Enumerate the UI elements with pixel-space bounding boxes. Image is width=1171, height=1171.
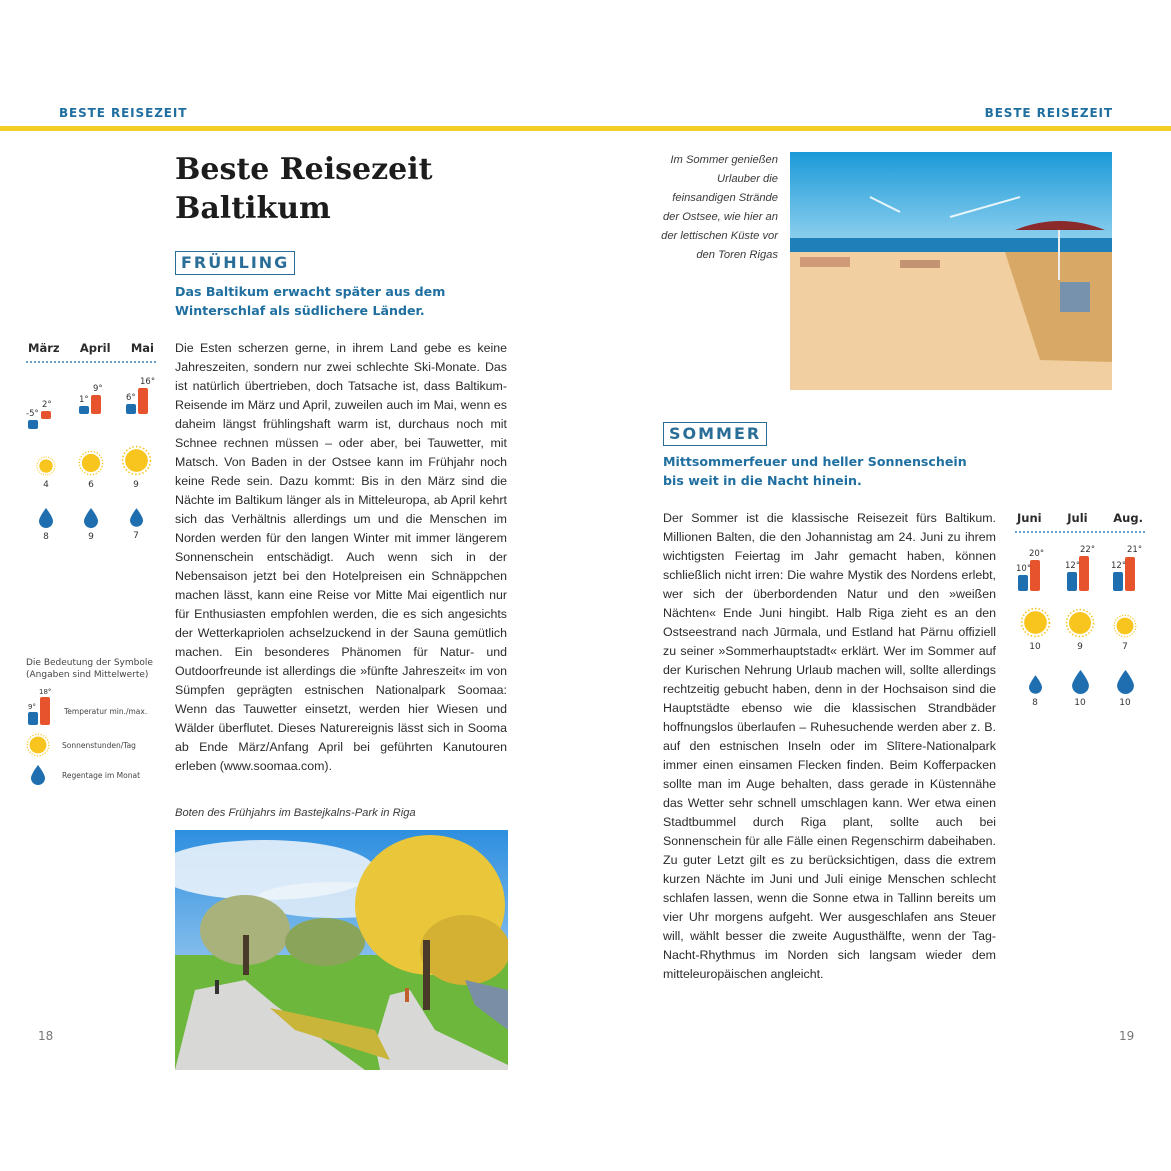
sun-hours-value: 9	[133, 480, 139, 490]
raindrop-icon	[130, 508, 143, 527]
rain-cell	[71, 508, 111, 542]
temp-min-bar	[79, 406, 89, 414]
sun-hours-value: 10	[1029, 642, 1041, 652]
temp-max-label: 16°	[140, 377, 156, 387]
month-label: März	[28, 341, 60, 355]
rain-row	[26, 508, 156, 542]
legend-item-sun	[26, 733, 166, 757]
beach-image	[790, 152, 1112, 390]
summer-body-text: Der Sommer ist die klassische Reisezeit fürs Baltikum. Millionen Balten, die den Johannistag am 24. Juni zu ihrem wichtigsten Feiertag im Jahr gemacht haben, können schließlich nicht irren: Die wahre Mystik des Nordens erlebt, wer sich der überbordenden Natur und den »weißen Nächten« Ende Juni hingibt. Halb Riga zieht es an den Ostseestrand nach Jūrmala, und Estland hat Pärnu offiziell zu seiner »Sommerhauptstadt« erklärt. Wer im Sommer auf der Kurischen Nehrung Urlaub machen will, sollte allerdings rechtzeitig gebucht haben, denn in der Hochsaison sind die Hauptstädte ebenso wie die klassischen Strandbäder hoffnungslos überlaufen – Ruhesuchende werden aber z. B. auf den estnischen Inseln oder im Slītere-Nationalpark immer einen einsamen Flecken finden. Beim Kofferpacken sollte man im Auge behalten, dass gerade in Küstennähe das Wetter sehr schnell umschlagen kann. Wer etwa einen Stadtbummel durch Riga plant, sollte auch bei Sonnenschein für alle Fälle einen Regenschirm dabeihaben. Zu guter Letzt gilt es zu berücksichtigen, dass die extrem kurzen Nächte im Juni und Juli einige Menschen schlecht schlafen lassen, wenn die Sonne etwa in Tallinn bereits um vier Uhr morgens aufgeht. Wer ausgeschlafen ans Steuer will, wählt besser die zweite Augusthälfte, wenn der Tag-Nacht-Rhythmus im Norden sich langsam wieder dem mitteleuropäischen angleicht.	[663, 511, 996, 981]
rain-cell	[116, 508, 156, 542]
dotted-divider	[1015, 531, 1145, 533]
temp-max-bar	[1125, 557, 1135, 591]
month-label: Mai	[130, 341, 154, 355]
rain-days-value: 8	[43, 532, 49, 542]
rain-days-value: 8	[1032, 698, 1038, 708]
temp-bars	[1060, 543, 1100, 591]
temp-max-label: 20°	[1029, 549, 1045, 559]
spring-subhead: Das Baltikum erwacht später aus dem Winterschlaf als südlichere Länder.	[175, 284, 446, 318]
temp-min-label: 6°	[126, 393, 136, 403]
temp-max-label: 2°	[42, 400, 52, 410]
temp-cell-mai	[116, 367, 156, 429]
month-label: Juni	[1017, 511, 1042, 525]
sun-icon	[1065, 608, 1095, 638]
raindrop-icon	[1117, 670, 1134, 694]
temp-min-label: 12°	[1111, 561, 1127, 571]
symbol-legend	[26, 657, 166, 785]
legend-rain-label: Regentage im Monat	[62, 770, 141, 780]
raindrop-icon	[84, 508, 98, 528]
temp-bars	[71, 367, 111, 429]
temp-cell-juni	[1015, 543, 1055, 591]
temp-min-bar	[1113, 572, 1123, 591]
raindrop-icon	[1072, 670, 1089, 694]
sun-hours-value: 6	[88, 480, 94, 490]
park-image	[175, 830, 508, 1070]
running-head-left: BESTE REISEZEIT	[59, 106, 188, 120]
season-label-summer: SOMMER	[663, 422, 767, 446]
sun-cell	[1060, 608, 1100, 652]
spring-park-photo	[175, 830, 508, 1070]
legend-sun-label: Sonnenstunden/Tag	[62, 740, 136, 750]
raindrop-icon	[26, 765, 50, 785]
rain-cell	[1060, 670, 1100, 708]
sun-icon	[26, 733, 50, 757]
rain-days-value: 9	[88, 532, 94, 542]
rain-cell	[1105, 670, 1145, 708]
legend-max-label: 18°	[39, 688, 52, 696]
spring-photo-caption: Boten des Frühjahrs im Bastejkalns-Park in Riga	[175, 807, 416, 819]
raindrop-icon	[1029, 675, 1042, 694]
temp-bars	[1015, 543, 1055, 591]
temp-min-bar	[28, 712, 38, 725]
temperature-row	[1015, 543, 1145, 591]
temp-bars	[26, 367, 66, 429]
rain-cell	[26, 508, 66, 542]
sun-hours-value: 9	[1077, 642, 1083, 652]
sun-cell	[26, 456, 66, 490]
sun-hours-value: 7	[1122, 642, 1128, 652]
temp-cell-maerz	[26, 367, 66, 429]
temp-max-bar	[91, 395, 101, 414]
sunshine-row	[26, 445, 156, 490]
sunshine-row	[1015, 607, 1145, 652]
temp-max-bar	[1030, 560, 1040, 591]
temp-max-bar	[138, 388, 148, 414]
season-label-spring: FRÜHLING	[175, 251, 295, 275]
summer-subhead: Mittsommerfeuer und heller Sonnenschein bis weit in die Nacht hinein.	[663, 454, 967, 488]
temp-max-label: 21°	[1127, 545, 1143, 555]
title-line-1: Beste Reisezeit	[175, 152, 433, 187]
sun-cell	[1105, 614, 1145, 652]
sun-icon	[36, 456, 56, 476]
beach-photo	[790, 152, 1112, 390]
temp-cell-aug	[1105, 543, 1145, 591]
temp-max-label: 9°	[93, 384, 103, 394]
climate-months-header	[26, 341, 156, 355]
sun-icon	[1020, 607, 1051, 638]
temp-min-bar	[126, 404, 136, 414]
legend-title-1: Die Bedeutung der Symbole	[26, 658, 153, 668]
rain-days-value: 10	[1119, 698, 1131, 708]
sun-hours-value: 4	[43, 480, 49, 490]
sun-icon	[1113, 614, 1137, 638]
sun-icon	[78, 450, 104, 476]
page-number-left: 18	[38, 1029, 54, 1043]
page-number-right: 19	[1119, 1029, 1135, 1043]
rain-days-value: 7	[133, 531, 139, 541]
temp-min-label: -5°	[26, 409, 39, 419]
temp-bars	[116, 367, 156, 429]
sun-cell	[71, 450, 111, 490]
month-label: April	[79, 341, 111, 355]
sun-cell	[1015, 607, 1055, 652]
spring-body-text: Die Esten scherzen gerne, in ihrem Land gebe es keine Jahreszeiten, sondern nur zwei schlechte Ski-Monate. Das ist natürlich übertrieben, doch Tatsache ist, dass Baltikum-Reisende im März und April, zuweilen auch im Mai, wenn es daheim längst frühlingshaft warm ist, durchaus noch mit Schnee rechnen müssen – oder aber, bei Tauwetter, mit Matsch. Von Baden in der Ostsee kann im Frühjahr noch keine Rede sein. Dazu kommt: Bis in den März sind die Nächte im Baltikum länger als in Mitteleuropa, ab April kehrt sich das Verhältnis allerdings um und die Menschen im Norden werden für den langen Winter mit immer längerem Sonnenschein entschädigt. Auch wenn sich in der Nebensaison jetzt bei den Hotelpreisen ein Schnäppchen machen lässt, kann eine Reise vor Mitte Mai eigentlich nur für Enthusiasten empfohlen werden, die es sich angesichts der Wetterkapriolen achselzuckend in der Sauna gemütlich machen. Ein besonderes Phänomen für Natur- und Outdoorfreunde ist allerdings die »fünfte Jahreszeit« im von Sümpfen geprägten estnischen Nationalpark Soomaa: Wenn das Tauwetter einsetzt, werden hier Wiesen und Wälder überflutet. Dieses Naturereignis lässt sich in Sooma ab Ende März/Anfang April bei geführten Kanutouren erleben (www.soomaa.com).	[175, 341, 507, 773]
header-rule	[0, 126, 1171, 131]
temp-min-label: 12°	[1065, 561, 1081, 571]
rain-row	[1015, 670, 1145, 708]
running-head-right: BESTE REISEZEIT	[984, 106, 1113, 120]
temp-min-bar	[1067, 572, 1077, 591]
summer-climate-table	[1015, 511, 1145, 708]
legend-item-rain	[26, 765, 166, 785]
legend-item-temperature	[26, 685, 166, 725]
temp-max-bar	[40, 697, 50, 725]
temp-max-bar	[41, 411, 51, 419]
sun-cell	[116, 445, 156, 490]
legend-title-2: (Angaben sind Mittelwerte)	[26, 670, 149, 680]
legend-temp-icon	[26, 685, 52, 725]
temp-min-label: 10°	[1016, 564, 1032, 574]
legend-min-label: 9°	[28, 703, 36, 711]
rain-days-value: 10	[1074, 698, 1086, 708]
beach-photo-caption: Im Sommer genießen Urlauber die feinsandigen Strände der Ostsee, wie hier an der lettischen Küste vor den Toren Rigas	[661, 154, 778, 261]
spring-climate-table	[26, 341, 156, 542]
raindrop-icon	[39, 508, 53, 528]
temp-min-label: 1°	[79, 395, 89, 405]
temp-max-label: 22°	[1080, 545, 1096, 555]
legend-temp-label: Temperatur min./max.	[64, 706, 148, 716]
month-label: Aug.	[1113, 511, 1143, 525]
temp-min-bar	[28, 420, 38, 429]
rain-cell	[1015, 675, 1055, 708]
temp-min-bar	[1018, 575, 1028, 591]
dotted-divider	[26, 361, 156, 363]
temp-max-bar	[1079, 556, 1089, 591]
title-line-2: Baltikum	[175, 191, 331, 226]
temp-cell-juli	[1060, 543, 1100, 591]
climate-months-header	[1015, 511, 1145, 525]
page-title	[175, 150, 433, 228]
month-label: Juli	[1067, 511, 1088, 525]
temp-cell-april	[71, 367, 111, 429]
temperature-row	[26, 367, 156, 429]
sun-icon	[121, 445, 152, 476]
temp-bars	[1105, 543, 1145, 591]
